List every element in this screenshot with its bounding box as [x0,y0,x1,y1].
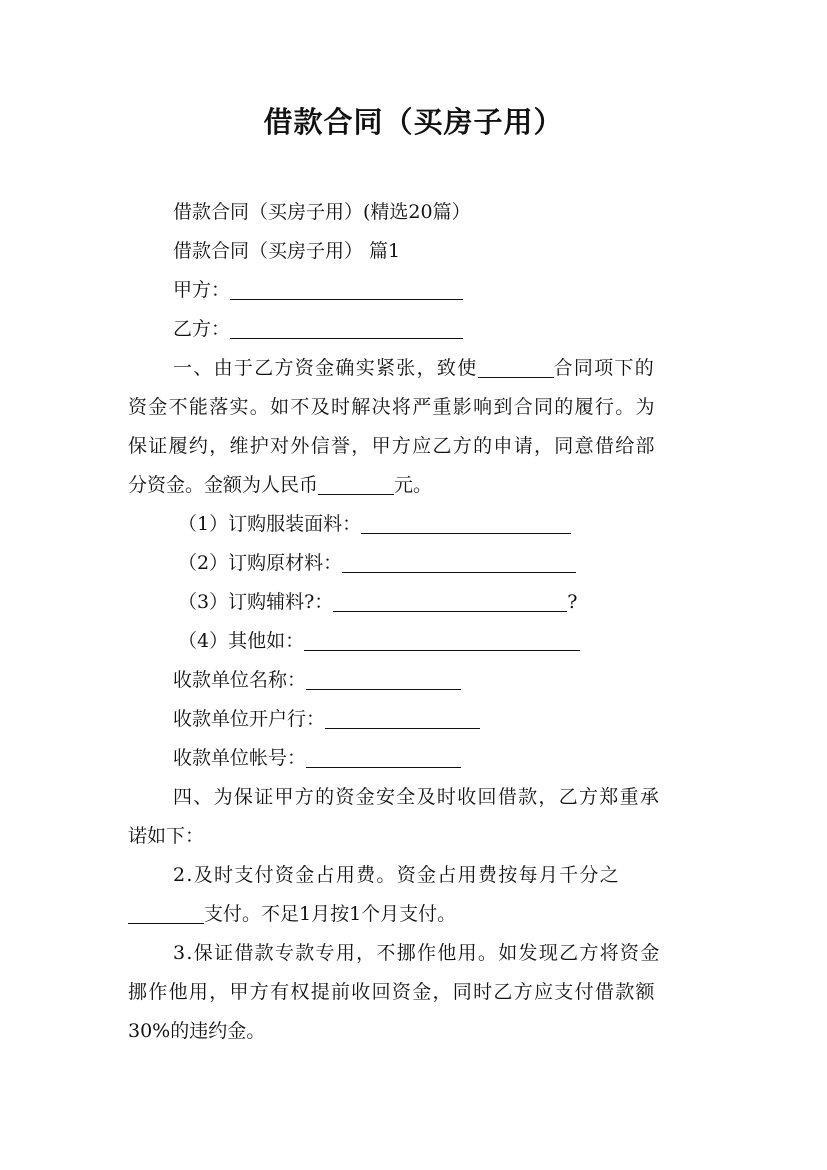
list-item: （3）订购辅料?： ? [178,591,578,613]
party-b-label: 乙方： [173,318,231,340]
para1-amount-label: 分资金。金额为人民币 [128,474,319,496]
section-heading: 借款合同（买房子用） 篇1 [173,240,401,262]
payee-name-line [173,666,461,694]
item-label: （1）订购服装面料： [178,513,362,535]
clause3-line2: 挪作他用，甲方有权提前收回资金，同时乙方应支付借款额 [128,981,656,1003]
party-a-blank [230,279,463,300]
item-label: （4）其他如： [178,630,305,652]
document-subtitle: 借款合同（买房子用）(精选20篇） [173,201,471,223]
party-b-line [173,315,463,343]
item-blank [333,591,567,612]
item-label: （3）订购辅料?： [178,591,334,613]
para4-line2: 诺如下： [128,825,205,847]
contract-blank [478,357,554,378]
clause2-text: 支付。不足1月按1个月支付。 [204,903,457,925]
payee-bank-label: 收款单位开户行： [173,708,326,730]
item-blank [361,513,571,534]
payee-account-line [173,744,461,772]
para1-line1 [173,354,655,382]
para1-amount-unit: 元。 [394,474,433,496]
list-item [178,627,580,655]
payee-account-blank [306,747,461,768]
para1-line2: 资金不能落实。如不及时解决将严重影响到合同的履行。为 [128,396,656,418]
list-item [178,549,576,577]
para1-line4 [128,471,432,499]
party-a-line [173,276,463,304]
item-label: （2）订购原材料： [178,552,343,574]
payee-name-blank [306,669,461,690]
list-item [178,510,571,538]
para1-line3: 保证履约，维护对外信誉，甲方应乙方的申请，同意借给部 [128,435,656,457]
para1-text-a: 一、由于乙方资金确实紧张，致使 [173,357,478,379]
payee-bank-blank [325,708,480,729]
para1-text-b: 合同项下的 [553,357,656,379]
clause2-line2 [128,900,456,928]
item-blank [342,552,576,573]
amount-blank [318,474,394,495]
clause2-line1: 2.及时支付资金占用费。资金占用费按每月千分之 [173,864,621,886]
para4-line1: 四、为保证甲方的资金安全及时收回借款，乙方郑重承 [173,786,661,808]
clause3-line1: 3.保证借款专款专用，不挪作他用。如发现乙方将资金 [173,942,661,964]
rate-blank [128,903,204,924]
party-a-label: 甲方： [173,279,231,301]
payee-bank-line [173,705,480,733]
payee-name-label: 收款单位名称： [173,669,307,691]
party-b-blank [230,318,463,339]
payee-account-label: 收款单位帐号： [173,747,307,769]
item-blank [304,630,580,651]
clause3-line3: 30%的违约金。 [128,1020,266,1042]
document-title: 借款合同（买房子用） [263,105,564,139]
